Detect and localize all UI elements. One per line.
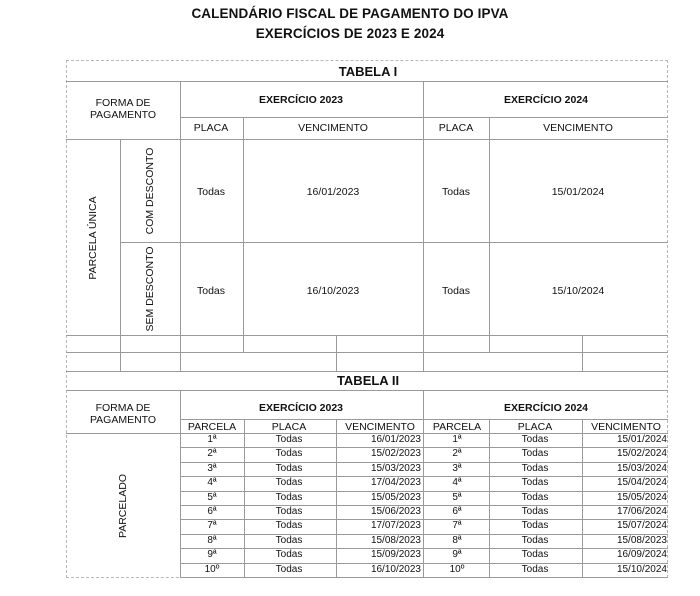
tabela-1-title: TABELA I xyxy=(338,64,398,79)
parcela-value: 4ª xyxy=(452,477,462,488)
placa-value: Todas xyxy=(196,285,226,297)
vencimento-value: 15/08/2023 xyxy=(616,535,667,546)
placa-value: Todas xyxy=(275,564,303,575)
parcela-value: 9ª xyxy=(207,549,217,560)
parcela-value: 3ª xyxy=(452,463,462,474)
rule xyxy=(66,352,668,353)
forma-label: FORMA DE xyxy=(95,402,151,414)
placa-value: Todas xyxy=(521,448,549,459)
vencimento-value: 15/01/2024 xyxy=(551,186,605,198)
sem-desconto-label: SEM DESCONTO xyxy=(144,246,156,332)
vencimento-value: 15/03/2023 xyxy=(370,463,421,474)
parcela-value: 3ª xyxy=(207,463,217,474)
rule xyxy=(180,476,668,477)
placa-value: Todas xyxy=(275,506,303,517)
parcela-value: 7ª xyxy=(452,520,462,531)
parcela-value: 2ª xyxy=(207,448,217,459)
rule xyxy=(180,563,668,564)
vencimento-value: 16/10/2023 xyxy=(370,564,421,575)
vencimento-value: 15/07/2024 xyxy=(616,520,667,531)
rule xyxy=(180,505,668,506)
parcela-value: 5ª xyxy=(452,492,462,503)
vencimento-value: 16/10/2023 xyxy=(306,285,360,297)
rule xyxy=(66,335,668,336)
rule xyxy=(180,81,181,371)
parcela-value: 4ª xyxy=(207,477,217,488)
placa-value: Todas xyxy=(275,448,303,459)
rule xyxy=(180,491,668,492)
parcela-value: 9ª xyxy=(452,549,462,560)
rule xyxy=(180,447,668,448)
rule xyxy=(66,390,668,391)
placa-value: Todas xyxy=(521,549,549,560)
vencimento-value: 15/02/2024 xyxy=(616,448,667,459)
forma-label: PAGAMENTO xyxy=(89,109,157,121)
rule xyxy=(66,433,668,434)
parcela-value: 8ª xyxy=(452,535,462,546)
rule xyxy=(243,117,244,352)
placa-value: Todas xyxy=(441,285,471,297)
vencimento-value: 15/01/2024 xyxy=(616,434,667,445)
rule xyxy=(180,534,668,535)
parcela-value: 10º xyxy=(449,564,465,575)
rule xyxy=(180,548,668,549)
rule xyxy=(489,419,490,577)
parcela-value: 1ª xyxy=(207,434,217,445)
placa-value: Todas xyxy=(275,549,303,560)
placa-value: Todas xyxy=(275,492,303,503)
placa-value: Todas xyxy=(521,520,549,531)
parcela-value: 1ª xyxy=(452,434,462,445)
placa-value: Todas xyxy=(275,520,303,531)
vencimento-value: 15/10/2024 xyxy=(616,564,667,575)
rule xyxy=(336,419,337,577)
placa-value: Todas xyxy=(521,506,549,517)
vencimento-value: 15/09/2023 xyxy=(370,549,421,560)
rule xyxy=(66,371,668,372)
parcela-value: 6ª xyxy=(452,506,462,517)
parcela-value: 10º xyxy=(204,564,220,575)
page-subtitle: EXERCÍCIOS DE 2023 E 2024 xyxy=(255,26,445,41)
col-placa: PLACA xyxy=(438,122,474,134)
rule xyxy=(423,390,424,578)
vencimento-value: 15/02/2023 xyxy=(370,448,421,459)
rule xyxy=(120,139,121,371)
placa-value: Todas xyxy=(521,434,549,445)
forma-label: PAGAMENTO xyxy=(89,414,157,426)
exercicio-2023-header: EXERCÍCIO 2023 xyxy=(258,402,344,414)
page-title: CALENDÁRIO FISCAL DE PAGAMENTO DO IPVA xyxy=(191,6,509,21)
col-parcela: PARCELA xyxy=(432,421,482,433)
rule xyxy=(582,419,583,577)
vencimento-value: 15/08/2023 xyxy=(370,535,421,546)
rule xyxy=(66,81,668,82)
col-placa: PLACA xyxy=(193,122,229,134)
placa-value: Todas xyxy=(275,434,303,445)
vencimento-value: 17/07/2023 xyxy=(370,520,421,531)
exercicio-2023-header: EXERCÍCIO 2023 xyxy=(258,94,344,106)
parcela-value: 7ª xyxy=(207,520,217,531)
vencimento-value: 15/04/2024 xyxy=(616,477,667,488)
col-vencimento: VENCIMENTO xyxy=(591,421,661,433)
rule xyxy=(489,117,490,352)
placa-value: Todas xyxy=(275,535,303,546)
document-frame xyxy=(66,60,668,578)
rule xyxy=(423,81,424,371)
rule xyxy=(120,242,668,243)
parcela-value: 8ª xyxy=(207,535,217,546)
placa-value: Todas xyxy=(521,477,549,488)
rule xyxy=(180,419,668,420)
rule xyxy=(336,335,337,371)
col-parcela: PARCELA xyxy=(187,421,237,433)
col-vencimento: VENCIMENTO xyxy=(345,421,415,433)
tabela-2-title: TABELA II xyxy=(336,373,400,388)
vencimento-value: 16/09/2024 xyxy=(616,549,667,560)
parcela-value: 6ª xyxy=(207,506,217,517)
placa-value: Todas xyxy=(441,186,471,198)
parcela-unica-label: PARCELA ÚNICA xyxy=(87,196,99,280)
rule xyxy=(180,390,181,578)
col-vencimento: VENCIMENTO xyxy=(543,122,613,134)
vencimento-value: 17/06/2024 xyxy=(616,506,667,517)
rule xyxy=(180,577,668,578)
rule xyxy=(582,335,583,371)
placa-value: Todas xyxy=(275,463,303,474)
vencimento-value: 15/05/2023 xyxy=(370,492,421,503)
placa-value: Todas xyxy=(521,492,549,503)
parcela-value: 5ª xyxy=(207,492,217,503)
forma-label: FORMA DE xyxy=(95,97,151,109)
vencimento-value: 16/01/2023 xyxy=(306,186,360,198)
placa-value: Todas xyxy=(275,477,303,488)
rule xyxy=(66,139,668,140)
col-vencimento: VENCIMENTO xyxy=(298,122,368,134)
rule xyxy=(244,419,245,577)
exercicio-2024-header: EXERCÍCIO 2024 xyxy=(503,402,589,414)
vencimento-value: 15/10/2024 xyxy=(551,285,605,297)
placa-value: Todas xyxy=(521,463,549,474)
col-placa: PLACA xyxy=(271,421,307,433)
placa-value: Todas xyxy=(521,535,549,546)
rule xyxy=(180,519,668,520)
parcelado-label: PARCELADO xyxy=(117,474,129,538)
col-placa: PLACA xyxy=(517,421,553,433)
parcela-value: 2ª xyxy=(452,448,462,459)
vencimento-value: 17/04/2023 xyxy=(370,477,421,488)
placa-value: Todas xyxy=(521,564,549,575)
vencimento-value: 15/03/2024 xyxy=(616,463,667,474)
rule xyxy=(180,462,668,463)
vencimento-value: 15/05/2024 xyxy=(616,492,667,503)
rule xyxy=(180,117,668,118)
vencimento-value: 16/01/2023 xyxy=(370,434,421,445)
exercicio-2024-header: EXERCÍCIO 2024 xyxy=(503,94,589,106)
placa-value: Todas xyxy=(196,186,226,198)
com-desconto-label: COM DESCONTO xyxy=(144,147,156,235)
vencimento-value: 15/06/2023 xyxy=(370,506,421,517)
